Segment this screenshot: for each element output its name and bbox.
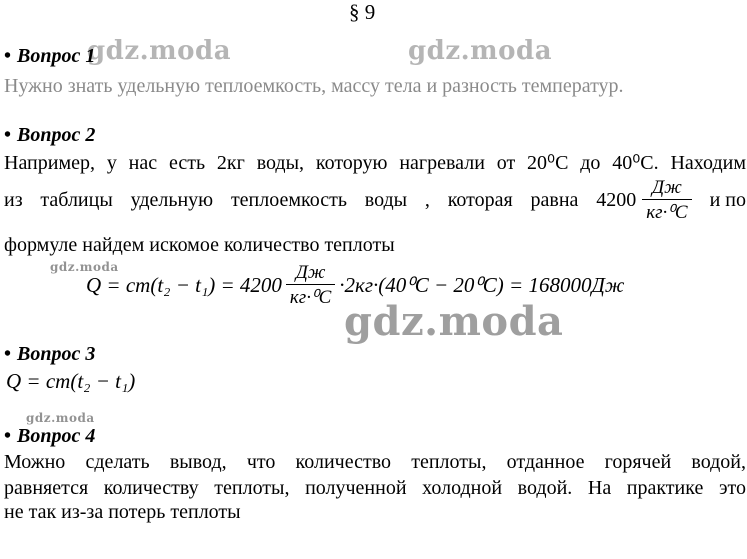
heat-formula-left: Q = cm(t₂ − t₁) = 4200 <box>86 272 282 297</box>
question-2-line-1: Например, у нас есть 2кг воды, которую нагревали от 20⁰С до 40⁰С. Находим <box>4 152 746 174</box>
question-2-line-2 <box>4 178 746 222</box>
heat-formula-right: ·2кг·(40⁰С − 20⁰С) = 168000Дж <box>339 272 625 297</box>
section-number: § 9 <box>349 0 376 24</box>
question-2-line-2-text: из таблицы удельную теплоемкость воды , которая равна 4200 <box>4 188 637 211</box>
watermark: gdz.moda <box>50 260 119 274</box>
watermark: gdz.moda <box>344 298 564 345</box>
heat-formula <box>86 263 624 307</box>
question-4-line-2: равняется количеству теплоты, полученной холодной водой. На практике это <box>4 477 746 499</box>
question-2-line-3: формуле найдем искомое количество теплоты <box>4 234 395 256</box>
unit-numerator: Дж <box>642 178 691 200</box>
question-4-line-3: не так из-за потерь теплоты <box>4 501 241 523</box>
bullet-icon: • <box>4 124 12 146</box>
question-4-line-1: Можно сделать вывод, что количество теплоты, отданное горячей водой, <box>4 451 746 473</box>
question-3-formula: Q = cm(t₂ − t₁) <box>6 369 136 393</box>
question-3-heading: • Вопрос 3 <box>4 343 96 365</box>
question-1-answer: Нужно знать удельную теплоемкость, массу тела и разность температур. <box>4 75 624 97</box>
question-2-heading: • Вопрос 2 <box>4 124 96 146</box>
bullet-icon: • <box>4 425 12 447</box>
unit-denominator: кг·⁰С <box>646 202 688 223</box>
watermark: gdz.moda <box>87 36 232 66</box>
unit-fraction <box>642 178 691 222</box>
formula-unit-numerator: Дж <box>286 263 335 285</box>
question-4-heading: • Вопрос 4 <box>4 425 96 447</box>
bullet-icon: • <box>4 343 12 365</box>
bullet-icon: • <box>4 45 12 67</box>
watermark: gdz.moda <box>408 36 553 66</box>
watermark: gdz.moda <box>26 411 95 425</box>
formula-unit-denominator: кг·⁰С <box>289 287 332 308</box>
question-2-line-2-end: и по <box>709 188 746 211</box>
question-1-heading: • Вопрос 1 <box>4 45 96 67</box>
formula-unit-fraction <box>286 263 335 307</box>
